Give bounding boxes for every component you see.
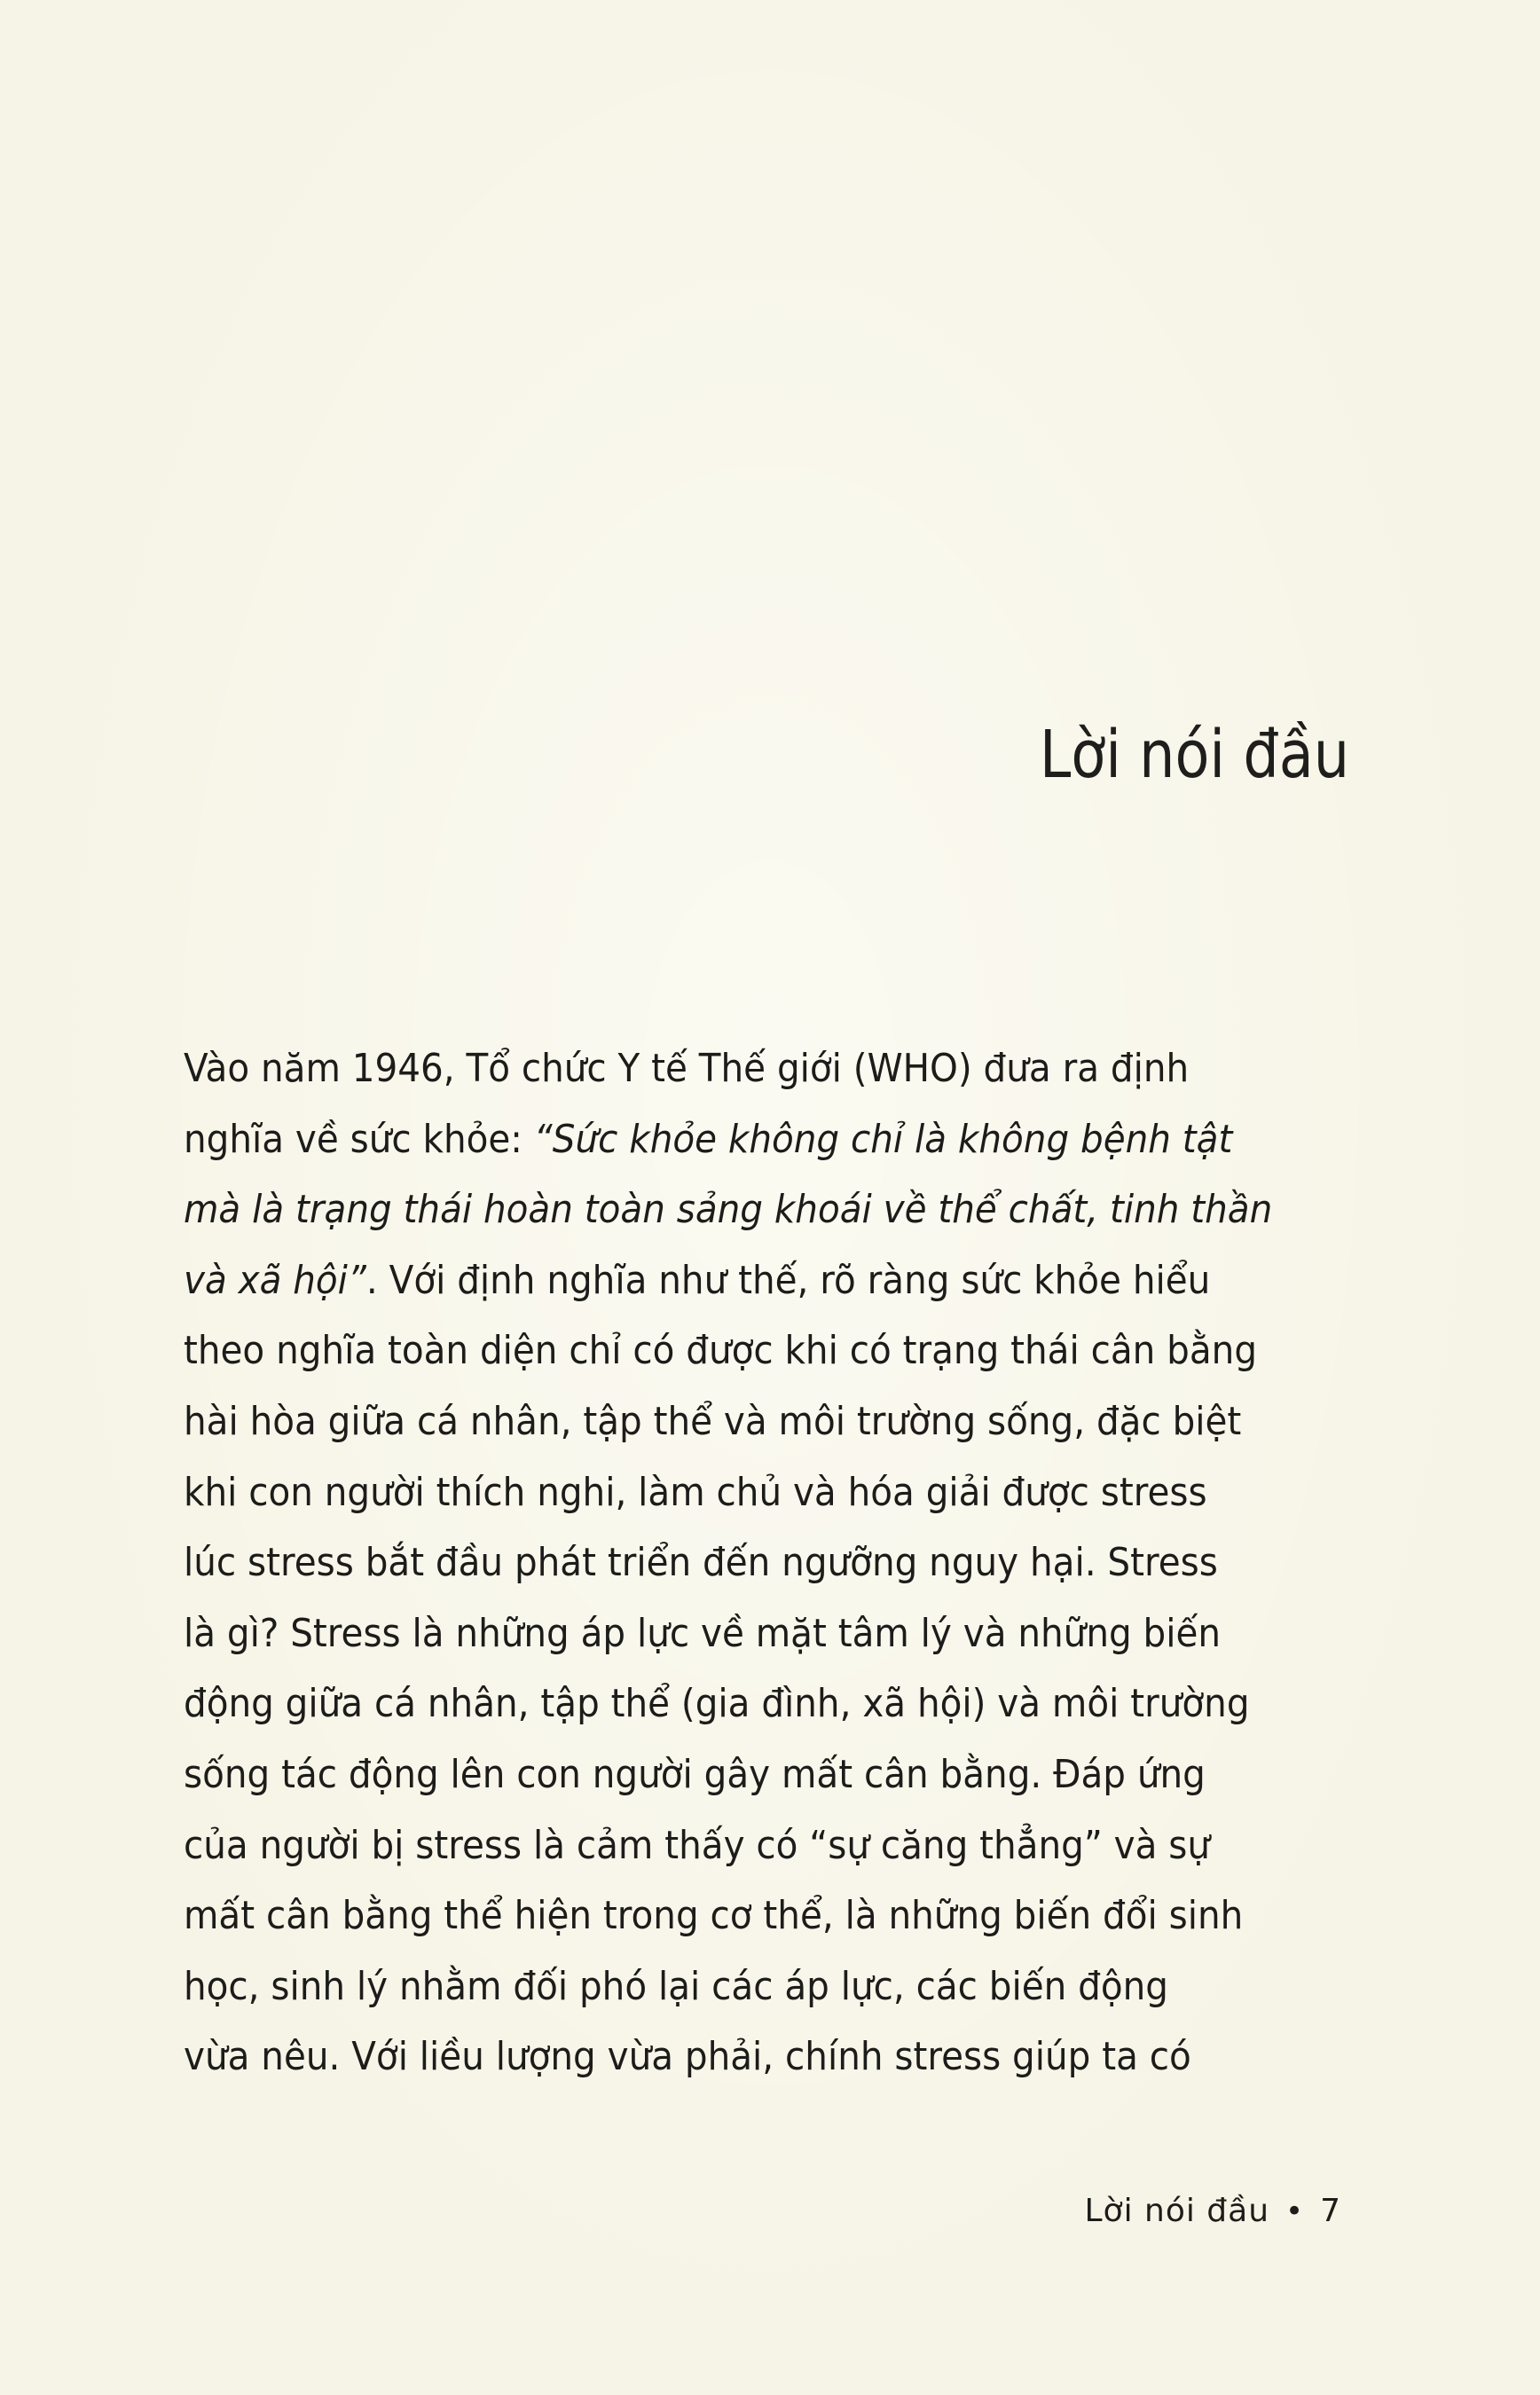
page-number: 7 — [1320, 2193, 1341, 2229]
body-line — [184, 1527, 1261, 1598]
body-line — [184, 1810, 1261, 1881]
body-line — [184, 1174, 1273, 1245]
body-line — [184, 1033, 1261, 1104]
quote-text: mà là trạng thái hoàn toàn sảng khoái về thể chất, tinh thần — [184, 1187, 1273, 1233]
body-line — [184, 1881, 1261, 1951]
line-text: mất cân bằng thể hiện trong cơ thể, là những biến đổi sinh — [184, 1893, 1244, 1939]
line-text: Vào năm 1946, Tổ chức Y tế Thế giới (WHO) đưa ra định — [184, 1046, 1190, 1091]
chapter-title: Lời nói đầu — [1039, 717, 1349, 793]
body-line — [184, 1598, 1261, 1669]
separator-dot: • — [1285, 2194, 1305, 2229]
line-text: của người bị stress là cảm thấy có “sự căng thẳng” và sự — [184, 1822, 1211, 1868]
body-line — [184, 1951, 1261, 2022]
page-footer — [1084, 2193, 1341, 2229]
line-text: lúc stress bắt đầu phát triển đến ngưỡng nguy hại. Stress — [184, 1540, 1218, 1586]
body-line — [184, 1386, 1261, 1457]
body-line — [184, 2022, 1261, 2093]
line-text: khi con người thích nghi, làm chủ và hóa giải được stress — [184, 1469, 1207, 1515]
line-text: sống tác động lên con người gây mất cân bằng. Đáp ứng — [184, 1751, 1206, 1797]
body-line — [184, 1245, 1261, 1316]
running-title: Lời nói đầu — [1084, 2193, 1270, 2229]
line-text: nghĩa về sức khỏe: — [184, 1116, 534, 1162]
body-line — [184, 1669, 1261, 1739]
quote-text: “Sức khỏe không chỉ là không bệnh tật — [533, 1116, 1233, 1162]
line-text: học, sinh lý nhằm đối phó lại các áp lực, các biến động — [184, 1963, 1168, 2009]
body-line — [184, 1104, 1261, 1175]
body-paragraph — [184, 1033, 1355, 2093]
line-text: là gì? Stress là những áp lực về mặt tâm lý và những biến — [184, 1610, 1222, 1656]
line-text: động giữa cá nhân, tập thể (gia đình, xã hội) và môi trường — [184, 1681, 1250, 1727]
line-text: vừa nêu. Với liều lượng vừa phải, chính stress giúp ta có — [184, 2034, 1191, 2080]
line-text: theo nghĩa toàn diện chỉ có được khi có trạng thái cân bằng — [184, 1328, 1258, 1374]
body-line — [184, 1739, 1261, 1810]
quote-text: và xã hội” — [184, 1257, 366, 1303]
line-text: hài hòa giữa cá nhân, tập thể và môi trường sống, đặc biệt — [184, 1398, 1242, 1444]
body-line — [184, 1457, 1261, 1528]
body-line — [184, 1315, 1261, 1386]
line-text: . Với định nghĩa như thế, rõ ràng sức khỏe hiểu — [365, 1257, 1211, 1303]
